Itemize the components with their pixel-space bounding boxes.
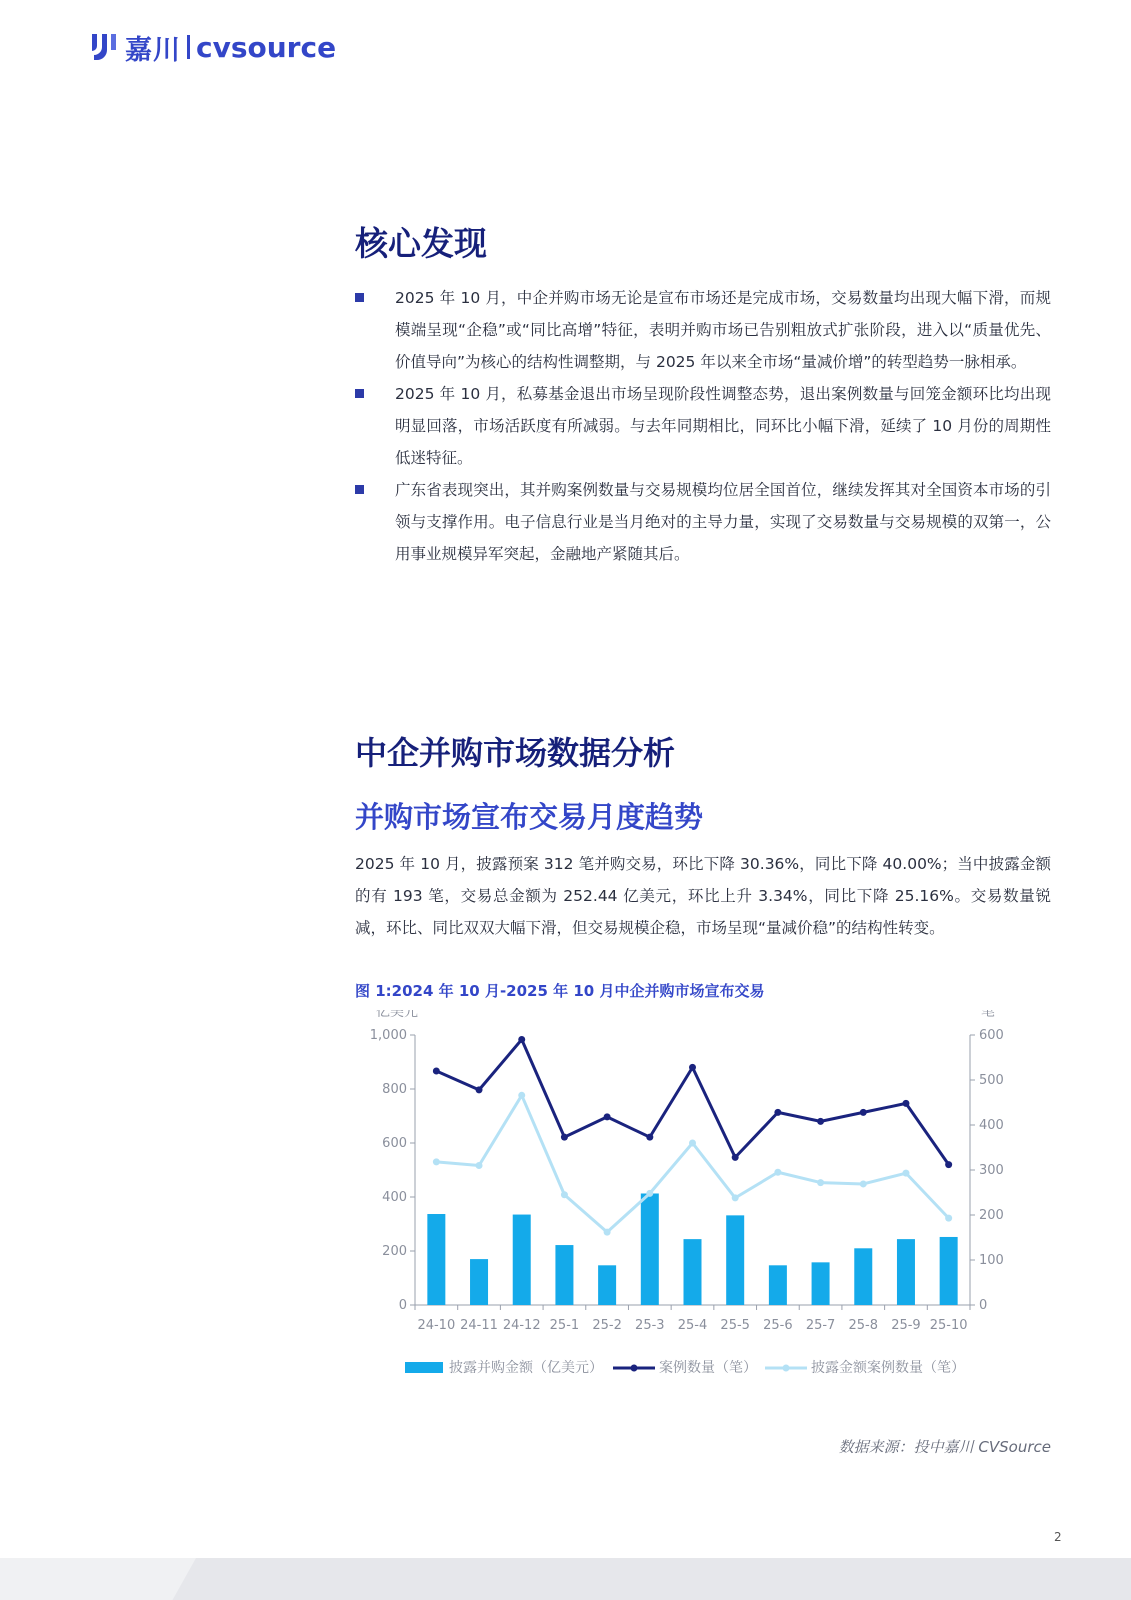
x-tick-label: 25-8 [848,1318,879,1333]
section-subtitle: 并购市场宣布交易月度趋势 [355,800,704,834]
bar [769,1265,787,1305]
disclosed-count-line [436,1095,948,1232]
brand-mark-icon [86,30,120,64]
y-left-tick-label: 400 [382,1190,407,1205]
combo-chart [355,1010,1055,1420]
case-count-point [945,1161,952,1168]
x-tick-label: 24-10 [417,1318,456,1333]
bar [684,1239,702,1305]
y-right-tick-label: 400 [979,1118,1004,1133]
disclosed-count-point [689,1140,696,1147]
y-left-tick-label: 800 [382,1082,407,1097]
footer-accent [0,1558,196,1600]
brand-logo [86,30,336,64]
y-right-tick-label: 0 [979,1298,988,1313]
case-count-point [561,1134,568,1141]
finding-text: 2025 年 10 月，私募基金退出市场呈现阶段性调整态势，退出案例数量与回笼金额环比均出现明显回落，市场活跃度有所减弱。与去年同期相比，同环比小幅下滑，延续了 10 月份的周期性低迷特征。 [395,385,1051,467]
bar [641,1193,659,1305]
x-tick-label: 25-6 [763,1318,793,1333]
x-tick-label: 24-12 [502,1318,541,1333]
disclosed-count-point [518,1092,525,1099]
findings-title: 核心发现 [355,224,487,263]
disclosed-count-point [860,1180,867,1187]
bar [513,1215,531,1305]
y-right-unit-label: 笔 [981,1010,995,1020]
disclosed-count-point [604,1229,611,1236]
case-count-point [476,1086,483,1093]
y-right-tick-label: 600 [979,1028,1004,1043]
disclosed-count-point [945,1215,952,1222]
x-tick-label: 25-9 [891,1318,921,1333]
case-count-point [518,1036,525,1043]
bar [812,1262,830,1305]
legend-swatch-point [631,1365,638,1372]
finding-item [355,282,1051,378]
y-left-tick-label: 600 [382,1136,407,1151]
legend-label: 案例数量（笔） [659,1360,757,1376]
y-left-tick-label: 1,000 [369,1028,407,1043]
brand-name-en: cvsource [196,30,337,64]
section-paragraph: 2025 年 10 月，披露预案 312 笔并购交易，环比下降 30.36%，同比下降 40.00%；当中披露金额的有 193 笔，交易总金额为 252.44 亿美元，环比上升 3.34%，同比下降 25.16%。交易数量锐减，环比、同比双双大幅下滑，但交易规模企稳，市场呈现“量减价稳”的结构性转变。 [355,855,1051,937]
bar [555,1245,573,1305]
x-tick-label: 24-11 [460,1318,498,1333]
y-right-tick-label: 200 [979,1208,1004,1223]
bar [726,1215,744,1305]
findings-list [355,282,1051,570]
section-title: 中企并购市场数据分析 [355,734,676,772]
bar [897,1239,915,1305]
bar [470,1259,488,1305]
legend-swatch-bar [405,1362,443,1373]
x-tick-label: 25-7 [805,1318,836,1333]
disclosed-count-point [774,1169,781,1176]
bar [427,1214,445,1305]
figure-title: 图 1:2024 年 10 月-2025 年 10 月中企并购市场宣布交易 [355,982,765,1000]
case-count-point [732,1154,739,1161]
disclosed-count-point [817,1179,824,1186]
x-tick-label: 25-4 [677,1318,708,1333]
y-right-tick-label: 300 [979,1163,1004,1178]
disclosed-count-point [561,1191,568,1198]
y-right-tick-label: 500 [979,1073,1004,1088]
legend-label: 披露金额案例数量（笔） [811,1360,965,1376]
case-count-point [689,1064,696,1071]
bullet-icon [355,293,364,302]
case-count-point [604,1113,611,1120]
y-left-tick-label: 200 [382,1244,407,1259]
finding-item [355,474,1051,570]
legend-label: 披露并购金额（亿美元） [449,1360,603,1376]
case-count-point [433,1068,440,1075]
finding-item [355,378,1051,474]
disclosed-count-point [732,1194,739,1201]
finding-text: 2025 年 10 月，中企并购市场无论是宣布市场还是完成市场，交易数量均出现大幅下滑，而规模端呈现“企稳”或“同比高增”特征，表明并购市场已告别粗放式扩张阶段，进入以“质量优先、价值导向”为核心的结构性调整期，与 2025 年以来全市场“量减价增”的转型趋势一脉相承。 [395,289,1051,371]
case-count-point [817,1118,824,1125]
x-tick-label: 25-2 [592,1318,622,1333]
disclosed-count-point [646,1190,653,1197]
chart-container [355,1010,1055,1420]
bullet-icon [355,389,364,398]
bar [940,1237,958,1305]
x-tick-label: 25-5 [720,1318,750,1333]
x-tick-label: 25-10 [929,1318,968,1333]
case-count-point [774,1109,781,1116]
case-count-point [646,1134,653,1141]
disclosed-count-point [476,1162,483,1169]
bar [854,1248,872,1305]
legend-swatch-point [783,1365,790,1372]
page-number: 2 [1054,1530,1062,1544]
x-tick-label: 25-3 [635,1318,665,1333]
disclosed-count-point [433,1158,440,1165]
bullet-icon [355,485,364,494]
x-tick-label: 25-1 [549,1318,580,1333]
footer-band [0,1558,1131,1600]
y-left-tick-label: 0 [398,1298,407,1313]
brand-divider [187,35,190,59]
case-count-point [860,1109,867,1116]
bar [598,1265,616,1305]
finding-text: 广东省表现突出，其并购案例数量与交易规模均位居全国首位，继续发挥其对全国资本市场的引领与支撑作用。电子信息行业是当月绝对的主导力量，实现了交易数量与交易规模的双第一，公用事业规模异军突起，金融地产紧随其后。 [395,481,1051,563]
y-right-tick-label: 100 [979,1253,1004,1268]
disclosed-count-point [902,1170,909,1177]
case-count-point [902,1100,909,1107]
data-source: 数据来源：投中嘉川 CVSource [838,1438,1051,1456]
y-left-unit-label: 亿美元 [376,1010,418,1020]
brand-name-cn: 嘉川 [125,34,181,66]
